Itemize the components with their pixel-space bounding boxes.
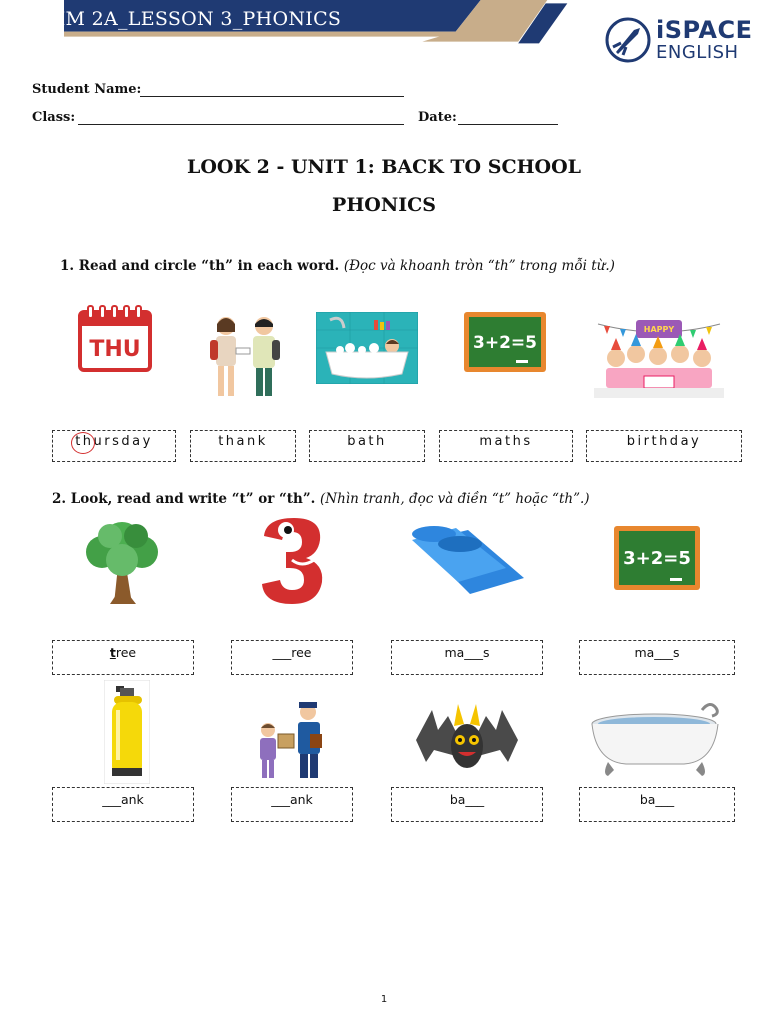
- page-subtitle: PHONICS: [332, 194, 436, 216]
- word-box-birthday[interactable]: [586, 430, 742, 462]
- date-line[interactable]: [458, 124, 558, 125]
- logo-name: iSPACE: [656, 16, 753, 44]
- word-box-thank[interactable]: [190, 430, 296, 462]
- date-label: Date:: [418, 110, 457, 125]
- word-box-thursday[interactable]: [52, 430, 176, 462]
- blank-box-tank[interactable]: [52, 787, 194, 822]
- birthday-party-icon: [594, 318, 724, 400]
- thank-people-icon: [206, 312, 286, 400]
- blank-word: ___ree: [272, 645, 312, 660]
- word-birthday: birthday: [626, 434, 702, 449]
- bath-icon: [316, 312, 418, 384]
- rocket-logo-icon: [604, 16, 652, 64]
- blank-box-tree[interactable]: [52, 640, 194, 675]
- student-name-line[interactable]: [140, 96, 404, 97]
- mats-icon: [408, 522, 526, 598]
- thank-people-icon: [254, 698, 332, 780]
- blank-box-three[interactable]: [231, 640, 353, 675]
- blank-word: ___ank: [271, 792, 313, 807]
- blank-word: ma___s: [634, 645, 680, 660]
- exercise2-instruction: 2. Look, read and write “t” or “th”. (Nhìn tranh, đọc và điền “t” hoặc “th”.): [52, 491, 590, 507]
- board-text: 3+2=5: [623, 548, 691, 569]
- class-label: Class:: [32, 110, 76, 125]
- word-maths: maths: [479, 434, 533, 449]
- class-line[interactable]: [78, 124, 404, 125]
- word-thursday: thursday: [75, 434, 153, 449]
- blank-box-bath[interactable]: [579, 787, 735, 822]
- word-bath: bath: [347, 434, 387, 449]
- lesson-title: PRIM 2A_LESSON 3_PHONICS: [30, 8, 342, 30]
- blank-word: ba___: [449, 792, 485, 807]
- maths-board-icon: [464, 312, 546, 372]
- blank-word: ba___: [639, 792, 675, 807]
- blank-word: ___ank: [102, 792, 144, 807]
- maths-board-icon: [614, 526, 700, 590]
- example-answer: tree: [109, 645, 137, 660]
- student-name-label: Student Name:: [32, 82, 142, 97]
- calendar-thu-icon: [72, 300, 158, 380]
- bat-icon: [414, 700, 520, 778]
- word-box-bath[interactable]: [309, 430, 425, 462]
- blank-box-mats[interactable]: [391, 640, 543, 675]
- calendar-text: THU: [89, 337, 141, 362]
- svg-text:HAPPY: HAPPY: [643, 325, 675, 334]
- blank-box-thank[interactable]: [231, 787, 353, 822]
- page-title: LOOK 2 - UNIT 1: BACK TO SCHOOL: [187, 156, 581, 178]
- word-box-maths[interactable]: [439, 430, 573, 462]
- blank-box-bat[interactable]: [391, 787, 543, 822]
- board-text: 3+2=5: [473, 333, 537, 353]
- bathtub-icon: [590, 700, 722, 780]
- exercise1-instruction: 1. Read and circle “th” in each word. (Đọc và khoanh tròn “th” trong mỗi từ.): [60, 258, 615, 274]
- tree-icon: [80, 516, 164, 606]
- tank-icon: [104, 680, 150, 784]
- word-thank: thank: [218, 434, 268, 449]
- number-three-icon: [256, 516, 330, 606]
- circle-th-mark: [71, 432, 95, 454]
- logo-subname: ENGLISH: [656, 42, 739, 63]
- blank-box-maths[interactable]: [579, 640, 735, 675]
- page-number: 1: [380, 994, 388, 1005]
- blank-word: ma___s: [444, 645, 490, 660]
